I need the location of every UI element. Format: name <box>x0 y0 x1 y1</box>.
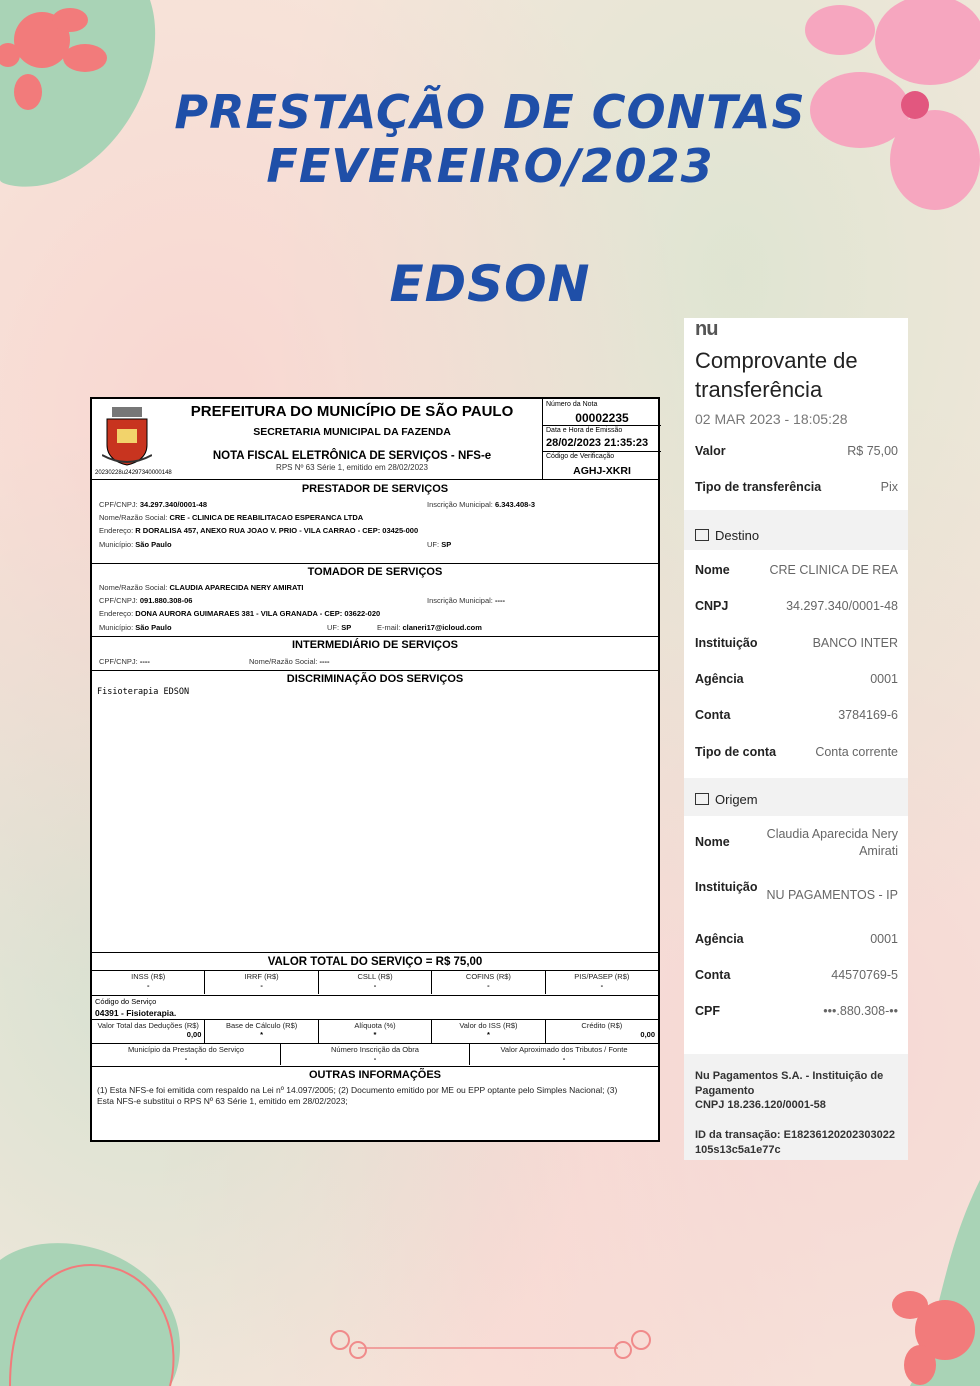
bottom-ornament-decoration <box>318 1320 663 1365</box>
prestador-mun: São Paulo <box>135 540 172 549</box>
tributo-value: - <box>260 981 263 990</box>
transfer-in-icon <box>695 793 709 805</box>
tomador-email-label: E-mail: <box>377 623 401 632</box>
intermediario-title: INTERMEDIÁRIO DE SERVIÇOS <box>291 639 459 651</box>
calculo-label: Valor do ISS (R$) <box>459 1021 518 1030</box>
prestador-end: R DORALISA 457, ANEXO RUA JOAO V. PRIO - VILA CARRAO - CEP: 03425-000 <box>135 526 419 535</box>
prestador-nome: CRE - CLINICA DE REABILITACAO ESPERANCA LTDA <box>169 513 364 522</box>
extra-value: - <box>184 1054 188 1063</box>
destino-0-value: CRE CLINICA DE REA <box>769 563 898 577</box>
sao-paulo-coat-of-arms-icon <box>102 405 152 467</box>
tributo-value: - <box>373 981 377 990</box>
tributo-cell <box>318 970 431 994</box>
discriminacao-text: Fisioterapia EDSON <box>97 687 190 697</box>
tomador-end-label: Endereço: <box>99 609 134 618</box>
origem-agencia-value: 0001 <box>870 932 898 946</box>
intermediario-cpf: ---- <box>139 657 150 666</box>
transfer-out-icon <box>695 529 709 541</box>
tomador-cpf-label: CPF/CNPJ: <box>99 596 138 605</box>
tributo-label: IRRF (R$) <box>244 972 279 981</box>
intermediario-nome-label: Nome/Razão Social: <box>249 657 318 666</box>
destino-0-label: Nome <box>695 563 730 577</box>
tributo-cell <box>431 970 544 994</box>
calculo-value: * <box>260 1030 264 1039</box>
origem-inst-value: NU PAGAMENTOS - IP <box>766 888 898 902</box>
destino-5-label: Tipo de conta <box>695 744 777 759</box>
tributo-value: - <box>487 981 490 990</box>
calculo-cell <box>92 1019 204 1043</box>
tributo-label: COFINS (R$) <box>465 972 511 981</box>
origem-label: Origem <box>715 792 758 807</box>
nubank-logo: nu <box>695 318 718 340</box>
title-line-2: FEVEREIRO/2023 <box>266 139 714 193</box>
extra-value: - <box>562 1054 566 1063</box>
barcode-text: 20230228u24297340000148 <box>95 470 172 476</box>
tomador-nome-label: Nome/Razão Social: <box>99 583 168 592</box>
prestador-im-label: Inscrição Municipal: <box>427 500 493 509</box>
rps-line: RPS Nº 63 Série 1, emitido em 28/02/2023 <box>276 463 428 472</box>
tributo-cell <box>204 970 317 994</box>
tributo-value: - <box>600 981 604 990</box>
origem-header <box>695 792 758 807</box>
tributo-value: - <box>146 981 150 990</box>
origem-conta-value: 44570769-5 <box>831 968 898 982</box>
origem-inst-label: Instituição <box>695 880 758 894</box>
tomador-im-label: Inscrição Municipal: <box>427 596 493 605</box>
codigo-servico-label: Código do Serviço <box>95 997 157 1006</box>
origem-cpf-label: CPF <box>695 1004 720 1018</box>
extra-label: Número Inscrição da Obra <box>331 1045 419 1054</box>
numero-label: Número da Nota <box>546 401 598 408</box>
tributo-label: PIS/PASEP (R$) <box>574 972 630 981</box>
tomador-email: claneri17@icloud.com <box>402 623 482 632</box>
extra-cell <box>469 1043 658 1065</box>
tomador-end: DONA AURORA GUIMARAES 381 - VILA GRANADA - CEP: 03622-020 <box>135 609 381 618</box>
destino-4-value: 3784169-6 <box>838 708 898 723</box>
calculo-cell <box>545 1019 658 1043</box>
calculo-cell <box>204 1019 317 1043</box>
tomador-title: TOMADOR DE SERVIÇOS <box>307 566 443 578</box>
codigo-value: AGHJ-XKRI <box>573 465 631 477</box>
calculo-label: Valor Total das Deduções (R$) <box>97 1021 199 1030</box>
outras-text: (1) Esta NFS-e foi emitida com respaldo na Lei nº 14.097/2005; (2) Documento emitido por ME ou EPP optante pelo Simples Nacional; (3) Esta NFS-e substitui o RPS Nº 63 Série 1, emitido em 28/02/2023; <box>97 1085 618 1106</box>
prestador-nome-label: Nome/Razão Social: <box>99 513 168 522</box>
extra-cell <box>280 1043 469 1065</box>
prestador-mun-label: Município: <box>99 540 134 549</box>
tipo-label: Tipo de transferência <box>695 480 822 494</box>
outras-title: OUTRAS INFORMAÇÕES <box>309 1069 441 1081</box>
prefeitura-title: PREFEITURA DO MUNICÍPIO DE SÃO PAULO <box>190 403 514 420</box>
origem-conta-label: Conta <box>695 968 731 982</box>
prestador-cpf-label: CPF/CNPJ: <box>99 500 138 509</box>
discriminacao-title: DISCRIMINAÇÃO DOS SERVIÇOS <box>286 673 464 685</box>
calculo-value: * <box>373 1030 377 1039</box>
origem-nome-label: Nome <box>695 835 730 849</box>
intermediario-nome: ---- <box>319 657 330 666</box>
prestador-cpf: 34.297.340/0001-48 <box>139 500 208 509</box>
tomador-mun: São Paulo <box>135 623 172 632</box>
pix-receipt <box>684 318 908 1160</box>
origem-agencia-label: Agência <box>695 932 744 946</box>
nfse-invoice <box>90 397 660 1142</box>
valor-label: Valor <box>695 444 726 458</box>
valor-value: R$ 75,00 <box>847 444 898 458</box>
destino-2-value: BANCO INTER <box>812 635 898 650</box>
calculo-label: Crédito (R$) <box>581 1021 623 1030</box>
calculo-value: 0,00 <box>640 1030 656 1039</box>
tomador-uf-label: UF: <box>327 623 340 632</box>
footer-cnpj: CNPJ 18.236.120/0001-58 <box>695 1099 826 1111</box>
codigo-servico: 04391 - Fisioterapia. <box>95 1008 177 1018</box>
extra-label: Valor Aproximado dos Tributos / Fonte <box>500 1045 628 1054</box>
calculo-value: * <box>486 1030 490 1039</box>
calculo-cell <box>318 1019 431 1043</box>
tributo-label: CSLL (R$) <box>357 972 393 981</box>
tomador-nome: CLAUDIA APARECIDA NERY AMIRATI <box>169 583 304 592</box>
bottom-right-flower-decoration <box>850 1180 980 1386</box>
bottom-left-leaf-decoration <box>0 1230 200 1386</box>
extra-value: - <box>373 1054 377 1063</box>
valor-total: VALOR TOTAL DO SERVIÇO = R$ 75,00 <box>267 956 483 968</box>
prestador-title: PRESTADOR DE SERVIÇOS <box>301 483 449 495</box>
nfse-header-box <box>542 399 661 479</box>
origem-cpf-value: •••.880.308-•• <box>823 1004 898 1018</box>
page-title <box>0 85 980 193</box>
tributo-cell <box>92 970 204 994</box>
receipt-datetime: 02 MAR 2023 - 18:05:28 <box>695 411 848 427</box>
calculo-cell <box>431 1019 544 1043</box>
nfse-doc-title: NOTA FISCAL ELETRÔNICA DE SERVIÇOS - NFS-e <box>212 450 492 462</box>
transaction-id-value: E18236120202303022105s13c5a1e77c <box>695 1129 895 1156</box>
prestador-uf: SP <box>441 540 452 549</box>
title-line-1: PRESTAÇÃO DE CONTAS <box>174 85 806 139</box>
tomador-uf: SP <box>341 623 352 632</box>
destino-header <box>695 528 759 543</box>
intermediario-cpf-label: CPF/CNPJ: <box>99 657 138 666</box>
prestador-end-label: Endereço: <box>99 526 134 535</box>
calculo-label: Alíquota (%) <box>354 1021 396 1030</box>
destino-5-value: Conta corrente <box>815 744 898 759</box>
tributos-row <box>92 970 658 994</box>
origem-nome-value: Claudia Aparecida Nery Amirati <box>766 827 898 858</box>
destino-1-value: 34.297.340/0001-48 <box>786 599 898 614</box>
destino-label: Destino <box>715 528 760 543</box>
calculo-row <box>92 1019 658 1043</box>
footer-company: Nu Pagamentos S.A. - Instituição de Pagamento <box>695 1070 884 1097</box>
numero-value: 00002235 <box>575 411 629 425</box>
tributo-label: INSS (R$) <box>131 972 166 981</box>
secretaria-title: SECRETARIA MUNICIPAL DA FAZENDA <box>253 426 451 438</box>
codigo-label: Código de Verificação <box>546 453 615 460</box>
destino-1-label: CNPJ <box>695 599 729 614</box>
prestador-im: 6.343.408-3 <box>494 500 535 509</box>
extra-cell <box>92 1043 280 1065</box>
tipo-value: Pix <box>880 480 898 494</box>
extra-row <box>92 1043 658 1065</box>
patient-name: EDSON <box>389 255 591 313</box>
extra-label: Município da Prestação do Serviço <box>128 1045 244 1054</box>
data-label: Data e Hora de Emissão <box>546 427 623 434</box>
calculo-label: Base de Cálculo (R$) <box>225 1021 298 1030</box>
destino-3-label: Agência <box>695 671 744 686</box>
transaction-id-label: ID da transação: <box>695 1129 781 1141</box>
tomador-cpf: 091.880.308-06 <box>139 596 193 605</box>
data-value: 28/02/2023 21:35:23 <box>546 437 649 449</box>
transaction-id <box>695 1128 900 1158</box>
tributo-cell <box>545 970 658 994</box>
destino-3-value: 0001 <box>870 671 898 686</box>
calculo-value: 0,00 <box>186 1030 202 1039</box>
destino-2-label: Instituição <box>695 635 758 650</box>
prestador-uf-label: UF: <box>427 540 440 549</box>
destino-4-label: Conta <box>695 708 731 723</box>
tomador-mun-label: Município: <box>99 623 134 632</box>
receipt-title: Comprovante de transferência <box>695 348 858 402</box>
tomador-im: ---- <box>494 596 505 605</box>
